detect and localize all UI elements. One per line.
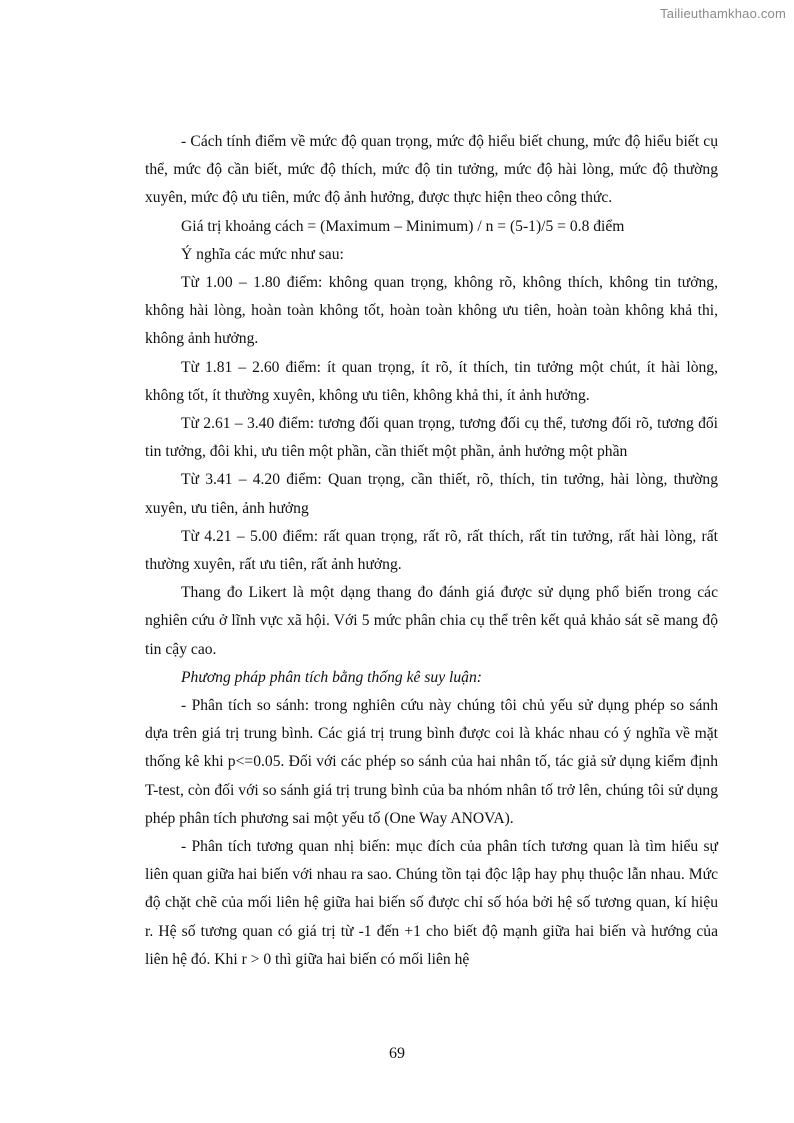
paragraph-level-3: Từ 2.61 – 3.40 điểm: tương đối quan trọng, tương đối cụ thể, tương đối rõ, tương đối tin tưởng, đôi khi, ưu tiên một phần, cần thiết một phần, ảnh hưởng một phần [145, 415, 718, 461]
paragraph-comparison-analysis: - Phân tích so sánh: trong nghiên cứu này chúng tôi chủ yếu sử dụng phép so sánh dựa trên giá trị trung bình. Các giá trị trung bình được coi là khác nhau có ý nghĩa về mặt thống kê khi p<=0.05. Đối với các phép so sánh của hai nhân tố, tác giả sử dụng kiểm định T-test, còn đối với so sánh giá trị trung bình của ba nhóm nhân tố trở lên, chúng tôi sử dụng phép phân tích phương sai một yếu tố (One Way ANOVA). [145, 697, 718, 827]
paragraph-interval-formula: Giá trị khoảng cách = (Maximum – Minimum) / n = (5-1)/5 = 0.8 điểm [181, 217, 625, 235]
watermark: Tailieuthamkhao.com [660, 6, 786, 21]
paragraph-likert: Thang đo Likert là một dạng thang đo đánh giá được sử dụng phổ biến trong các nghiên cứu ở lĩnh vực xã hội. Với 5 mức phân chia cụ thể trên kết quả khảo sát sẽ mang độ tin cậy cao. [145, 584, 718, 658]
section-heading-inferential: Phương pháp phân tích bằng thống kê suy luận: [181, 668, 482, 686]
paragraph-levels-intro: Ý nghĩa các mức như sau: [181, 245, 344, 263]
paragraph-level-1: Từ 1.00 – 1.80 điểm: không quan trọng, không rõ, không thích, không tin tưởng, không hài lòng, hoàn toàn không tốt, hoàn toàn không ưu tiên, hoàn toàn không khả thi, không ảnh hưởng. [145, 274, 718, 348]
paragraph-level-5: Từ 4.21 – 5.00 điểm: rất quan trọng, rất rõ, rất thích, rất tin tưởng, rất hài lòng, rất thường xuyên, rất ưu tiên, rất ảnh hưởng. [145, 527, 718, 574]
paragraph-correlation-analysis: - Phân tích tương quan nhị biến: mục đích của phân tích tương quan là tìm hiểu sự liên quan giữa hai biến với nhau ra sao. Chúng tồn tại độc lập hay phụ thuộc lẫn nhau. Mức độ chặt chẽ của mối liên hệ giữa hai biến số được chỉ số hóa bởi hệ số tương quan, kí hiệu r. Hệ số tương quan có giá trị từ -1 đến +1 cho biết độ mạnh giữa hai biến và hướng của liên hệ đó. Khi r > 0 thì giữa hai biến có mối liên hệ [145, 838, 718, 968]
paragraph-level-2: Từ 1.81 – 2.60 điểm: ít quan trọng, ít rõ, ít thích, tin tưởng một chút, ít hài lòng, không tốt, ít thường xuyên, không ưu tiên, không khả thi, ít ảnh hưởng. [145, 358, 718, 404]
page-body [145, 128, 718, 974]
paragraph-scoring-method: - Cách tính điểm về mức độ quan trọng, mức độ hiểu biết chung, mức độ hiểu biết cụ thể, mức độ cần biết, mức độ thích, mức độ tin tưởng, mức độ hài lòng, mức độ thường xuyên, mức độ ưu tiên, mức độ ảnh hưởng, được thực hiện theo công thức. [145, 133, 718, 207]
page-number: 69 [389, 1045, 405, 1062]
paragraph-level-4: Từ 3.41 – 4.20 điểm: Quan trọng, cần thiết, rõ, thích, tin tưởng, hài lòng, thường xuyên, ưu tiên, ảnh hưởng [145, 471, 718, 517]
